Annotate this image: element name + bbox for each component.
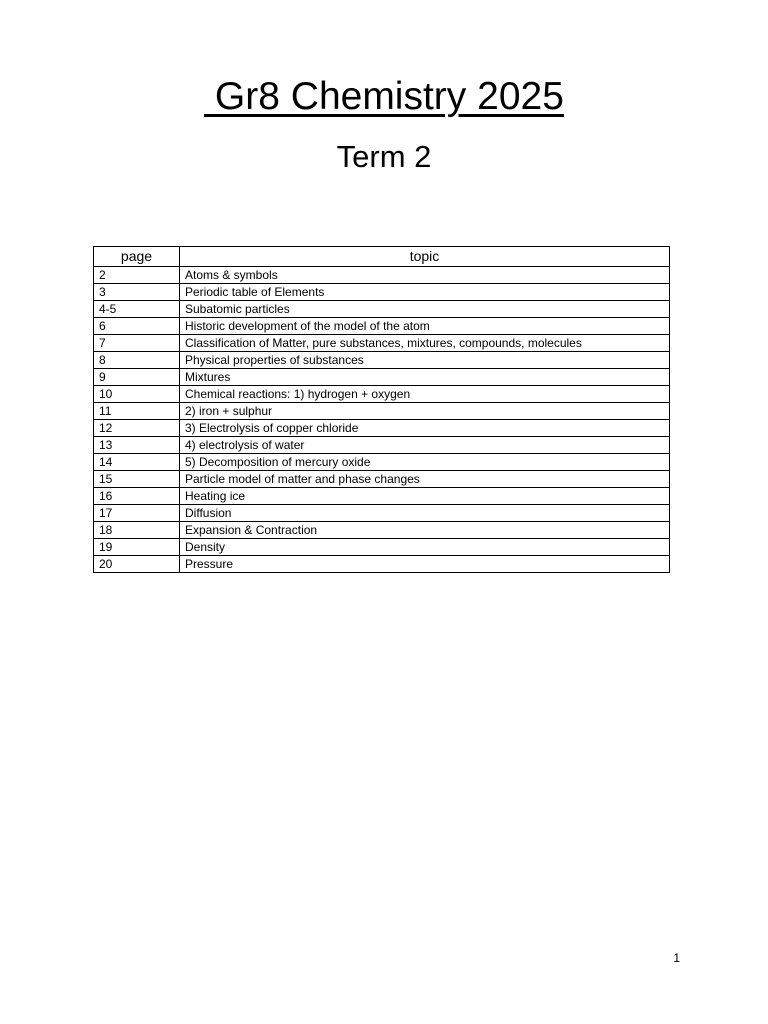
row-page-cell: 15 [94,471,180,488]
row-topic-cell: Particle model of matter and phase changes [180,471,670,488]
table-row [94,437,670,454]
row-topic-cell: Mixtures [180,369,670,386]
row-page-cell: 12 [94,420,180,437]
row-topic-cell: Density [180,539,670,556]
table-row [94,505,670,522]
row-topic-cell: Classification of Matter, pure substances, mixtures, compounds, molecules [180,335,670,352]
table-row [94,267,670,284]
table-row [94,522,670,539]
table-row [94,369,670,386]
row-page-cell: 11 [94,403,180,420]
row-page-cell: 18 [94,522,180,539]
table-row [94,403,670,420]
table-row [94,454,670,471]
table-row [94,488,670,505]
document-subtitle: Term 2 [336,139,432,174]
row-topic-cell: 3) Electrolysis of copper chloride [180,420,670,437]
row-page-cell: 19 [94,539,180,556]
row-page-cell: 13 [94,437,180,454]
row-topic-cell: Atoms & symbols [180,267,670,284]
page-number: 1 [673,951,680,965]
row-topic-cell: Expansion & Contraction [180,522,670,539]
table-row [94,471,670,488]
row-topic-cell: Subatomic particles [180,301,670,318]
row-topic-cell: 4) electrolysis of water [180,437,670,454]
row-topic-cell: Pressure [180,556,670,573]
row-page-cell: 2 [94,267,180,284]
header-page: page [94,247,180,267]
table-row [94,318,670,335]
row-topic-cell: Diffusion [180,505,670,522]
row-topic-cell: 5) Decomposition of mercury oxide [180,454,670,471]
header-topic: topic [180,247,670,267]
row-page-cell: 3 [94,284,180,301]
contents-table [93,246,670,573]
row-topic-cell: Physical properties of substances [180,352,670,369]
document-title: Gr8 Chemistry 2025 [204,75,564,118]
row-page-cell: 8 [94,352,180,369]
row-topic-cell: Chemical reactions: 1) hydrogen + oxygen [180,386,670,403]
row-page-cell: 7 [94,335,180,352]
row-page-cell: 20 [94,556,180,573]
row-topic-cell: 2) iron + sulphur [180,403,670,420]
row-page-cell: 16 [94,488,180,505]
table-row [94,556,670,573]
table-row [94,335,670,352]
row-page-cell: 6 [94,318,180,335]
row-topic-cell: Heating ice [180,488,670,505]
table-row [94,539,670,556]
table-header-row [94,247,670,267]
table-row [94,420,670,437]
row-page-cell: 4-5 [94,301,180,318]
table-row [94,301,670,318]
table-row [94,386,670,403]
row-page-cell: 9 [94,369,180,386]
row-topic-cell: Periodic table of Elements [180,284,670,301]
table-row [94,284,670,301]
row-topic-cell: Historic development of the model of the atom [180,318,670,335]
row-page-cell: 17 [94,505,180,522]
table-row [94,352,670,369]
row-page-cell: 10 [94,386,180,403]
row-page-cell: 14 [94,454,180,471]
